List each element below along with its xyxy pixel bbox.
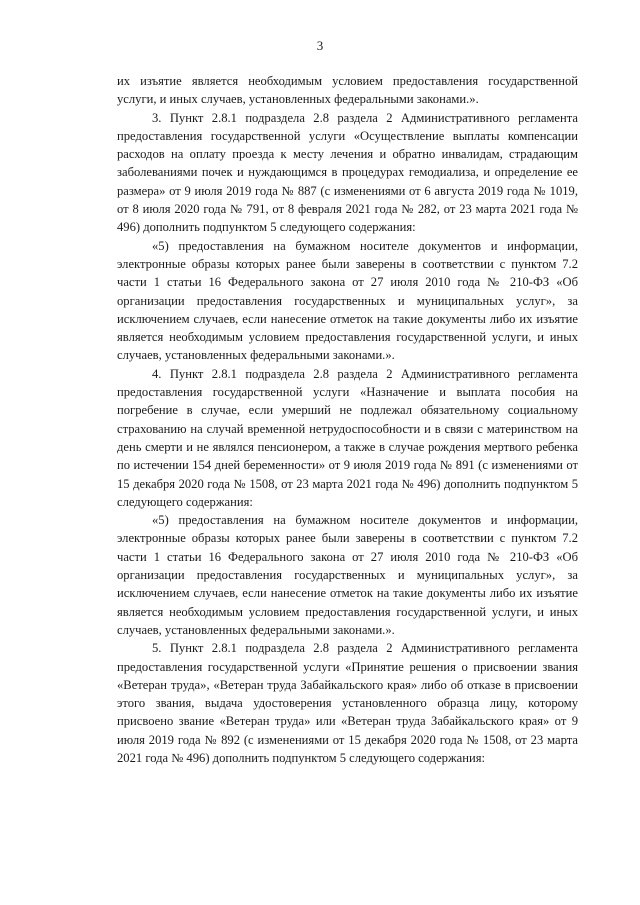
paragraph-item-3: 3. Пункт 2.8.1 подраздела 2.8 раздела 2 Административного регламента предоставления государственной услуги «Осуществление выплаты компенсации расходов на оплату проезда к месту лечения и обратно инвалидам, страдающим заболеваниями почек и нуждающимся в процедурах гемодиализа, и определение ее размера» от 9 июля 2019 года № 887 (с изменениями от 6 августа 2019 года № 1019, от 8 июля 2020 года № 791, от 8 февраля 2021 года № 282, от 23 марта 2021 года № 496) дополнить подпунктом 5 следующего содержания: (117, 110, 578, 235)
paragraph-subitem-5-a: «5) предоставления на бумажном носителе документов и информации, электронные образы которых ранее были заверены в соответствии с пунктом 7.2 части 1 статьи 16 Федерального закона от 27 июля 2010 года № 210-ФЗ «Об организации предоставления государственных и муниципальных услуг», за исключением случаев, если нанесение отметок на такие документы либо их изъятие является необходимым условием предоставления государственной услуги, и иных случаев, установленных федеральными законами.». (117, 238, 578, 363)
page-number: 3 (316, 38, 324, 53)
paragraph-continuation: их изъятие является необходимым условием предоставления государственной услуги, и иных случаев, установленных федеральными законами.». (117, 74, 578, 107)
paragraph-item-5: 5. Пункт 2.8.1 подраздела 2.8 раздела 2 Административного регламента предоставления государственной услуги «Принятие решения о присвоении звания «Ветеран труда», «Ветеран труда Забайкальского края» либо об отказе в присвоении этого звания, выдача удостоверения установленного образца лицу, которому присвоено звание «Ветеран труда» или «Ветеран труда Забайкальского края» от 9 июля 2019 года № 892 (с изменениями от 15 декабря 2020 года № 1508, от 23 марта 2021 года № 496) дополнить подпунктом 5 следующего содержания: (117, 641, 578, 765)
paragraph-item-4: 4. Пункт 2.8.1 подраздела 2.8 раздела 2 Административного регламента предоставления государственной услуги «Назначение и выплата пособия на погребение в случае, если умерший не подлежал обязательному социальному страхованию на случай временной нетрудоспособности и в связи с материнством на день смерти и не являлся пенсионером, а также в случае рождения мертвого ребенка по истечении 154 дней беременности» от 9 июля 2019 года № 891 (с изменениями от 15 декабря 2020 года № 1508, от 23 марта 2021 года № 496) дополнить подпунктом 5 следующего содержания: (117, 366, 578, 509)
paragraph-subitem-5-b: «5) предоставления на бумажном носителе документов и информации, электронные образы которых ранее были заверены в соответствии с пунктом 7.2 части 1 статьи 16 Федерального закона от 27 июля 2010 года № 210-ФЗ «Об организации предоставления государственных и муниципальных услуг», за исключением случаев, если нанесение отметок на такие документы либо их изъятие является необходимым условием предоставления государственной услуги, и иных случаев, установленных федеральными законами.». (117, 513, 578, 637)
document-body (117, 72, 578, 767)
